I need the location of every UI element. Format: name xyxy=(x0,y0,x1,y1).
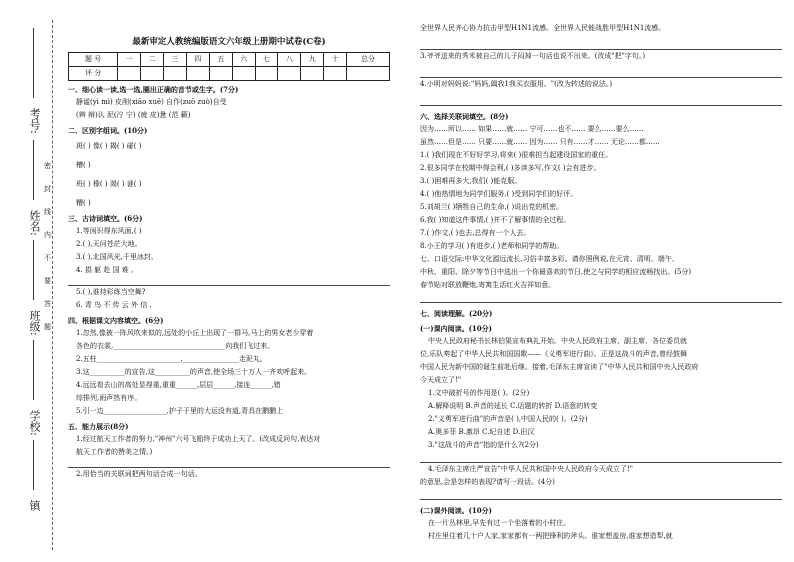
text-blank-line[interactable]: 2.五柱________________________,________________走泥丸。 xyxy=(76,355,267,363)
task-line: 全世界人民齐心协力抗击甲型H1N1流感。全世界人民能战胜甲型H1N1流感。 xyxy=(420,24,666,32)
oral-task-line: 中秋、重阳、除夕等节日中选出一个你最喜欢的节日,使之与同学的相应流畅找出。(5分) xyxy=(420,268,692,276)
char-choice-line[interactable]: (辨 辩)认 泥(泞 宁) (疲 皮)惫 (范 籁) xyxy=(76,111,191,119)
passage-line: 村庄里住着几十户人家,家家都有一两把锋利的斧头。谁家想盖房,谁家想造犁,就 xyxy=(428,532,673,540)
score-header-cell: 十 xyxy=(324,53,347,67)
class-label: 班级: xyxy=(28,310,41,336)
score-header-cell: 题 号 xyxy=(69,53,118,67)
binding-dashed-line xyxy=(52,20,53,550)
oral-example-line: 春节贴对联放鞭炮,寄寓生活红火吉祥如意。 xyxy=(420,281,556,289)
score-header-cell: 三 xyxy=(164,53,187,67)
reading-question[interactable]: 1.文中破折号的作用是( )。(2分) xyxy=(428,389,530,397)
section-1-heading: 一、细心读一读,选一选,圈出正确的音节或生字。(7分) xyxy=(68,85,239,94)
exam-title: 最新审定人教统编版语文六年级上册期中试卷(C卷) xyxy=(132,37,326,47)
answer-line[interactable] xyxy=(68,459,390,468)
cut-line-notice: 密 封 线 内 不 要 答 题 xyxy=(44,162,51,331)
text-line: 1.忽然,像被一阵风吹来似的,远处的小丘上出现了一群马,马上的男女老少穿着 xyxy=(76,329,314,337)
answer-line[interactable] xyxy=(420,91,782,106)
poem-blank-line[interactable]: 1.等闲识得东风面,( ) xyxy=(76,227,142,235)
reading-question[interactable]: 2."义勇军进行曲"的声音是( ),中国人民的( )。(2分) xyxy=(428,415,588,423)
poem-blank-line[interactable]: 5.( ),谁持彩练当空舞? xyxy=(76,288,146,296)
conjunction-question[interactable]: 8.小王的学习( )有进步,( )老师和同学的帮助。 xyxy=(420,242,564,250)
passage-line: 在一片丛林里,早先有过一个坐落着的小村庄。 xyxy=(428,519,571,527)
text-blank-line[interactable]: 4.远远看去山的高处显得重,重重______,层层______,接连______,错 xyxy=(76,381,281,389)
poem-blank-line[interactable]: 3.( ),北国风光,千里冰封。 xyxy=(76,253,158,261)
extra-reading-heading: (二)课外阅读。(10分) xyxy=(420,506,492,515)
section-6-heading: 六、选择关联词填空。(8分) xyxy=(420,112,509,121)
score-header-cell: 五 xyxy=(209,53,232,67)
score-header-cell: 八 xyxy=(278,53,301,67)
score-row-label: 评 分 xyxy=(69,67,118,81)
text-blank-line[interactable]: 5.引一边__________________,护子于里的大运没有道,青具在鹏鹏上 xyxy=(76,407,284,415)
pinyin-choice-line[interactable]: 静谧(yì mì) 皮削(xiāo xuē) 自作(zuō zuò)自受 xyxy=(76,98,227,106)
answer-line[interactable] xyxy=(68,277,390,286)
conjunction-question[interactable]: 6.我( )知道这件事情,( )并不了解事情的全过程。 xyxy=(420,216,571,224)
reading-question: 4.毛泽东主席庄严宣告"中华人民共和国中央人民政府今天成立了!" xyxy=(428,465,633,473)
answer-line[interactable] xyxy=(420,452,782,463)
reading-question: 的意思,会是怎样的表现?请写一段话。(4分) xyxy=(420,478,555,486)
town-write-line[interactable] xyxy=(33,440,34,490)
word-group-row[interactable]: 槽( ) xyxy=(76,161,91,169)
score-cell[interactable] xyxy=(232,67,255,81)
answer-line[interactable] xyxy=(420,292,782,303)
poem-blank-line[interactable]: 6. 青 鸟 不 传 云 外 信 , xyxy=(76,301,152,309)
score-header-cell: 七 xyxy=(255,53,278,67)
reading-options[interactable]: A.解释说明 B.声音的延长 C.话题的转折 D.语意的转变 xyxy=(428,402,598,410)
section-3-heading: 三、古诗词填空。(6分) xyxy=(68,214,143,223)
score-header-cell: 六 xyxy=(232,53,255,67)
exam-no-label: 考号: xyxy=(28,108,41,134)
score-header-cell: 二 xyxy=(141,53,164,67)
task-line: 4.小明对妈妈说:"妈妈,阖我1我买衣服用。"(改为转述的说法。) xyxy=(420,80,613,88)
word-group-row[interactable]: 糟( ) xyxy=(76,199,91,207)
section-4-heading: 四、根据课文内容填空。(6分) xyxy=(68,316,164,325)
exam-no-write-line[interactable] xyxy=(33,28,34,98)
answer-line[interactable] xyxy=(420,63,782,78)
score-header-cell: 一 xyxy=(118,53,141,67)
task-line: 3.爷爷送来的秀米被自己的儿子闷掉一句话也说不出来。(改成"把"字句。) xyxy=(420,52,646,60)
word-group-row[interactable]: 斑( ) 像( ) 揭( ) 碰( ) xyxy=(76,142,142,150)
in-class-reading-heading: (一)课内阅读。(10分) xyxy=(420,324,492,333)
town-label: 镇 xyxy=(28,500,41,511)
score-cell[interactable] xyxy=(118,67,141,81)
text-line: 综排列,雨声热有序。 xyxy=(76,394,142,402)
score-cell[interactable] xyxy=(209,67,232,81)
score-cell[interactable] xyxy=(141,67,164,81)
text-blank-line[interactable]: 3.这__________的宣告,这__________的声音,使全场三十万人一齐欢呼起来。 xyxy=(76,368,312,376)
answer-line[interactable] xyxy=(420,489,782,500)
task-line: 1.经过航天工作者的努力,"神州"六号飞船终于成功上天了。(改成反问句,表达对 xyxy=(76,435,321,443)
score-header-cell: 九 xyxy=(301,53,324,67)
conjunction-question[interactable]: 3.( )困难再多大,我们( )能克服。 xyxy=(420,177,522,185)
left-column xyxy=(68,36,390,481)
oral-task-line: 七、口语交际:中华文化源远流长,习俗丰富多彩。请你照例说,在元宵、清明、端午、 xyxy=(420,255,679,263)
school-label: 学校: xyxy=(28,410,41,436)
score-cell[interactable] xyxy=(347,67,390,81)
section-5-heading: 五、能力展示(8分) xyxy=(68,422,129,431)
passage-line: 今天成立了!" xyxy=(420,376,462,384)
name-write-line[interactable] xyxy=(33,140,34,200)
conjunction-options: 因为……所以…… 如果……就…… 宁可……也不…… 要么……要么…… xyxy=(420,125,644,133)
poem-blank-line[interactable]: 2.( ),天问苍茫大地。 xyxy=(76,240,142,248)
conjunction-question[interactable]: 1.( )我们现在不好好学习,将来( )很难担当起建设国家的重任。 xyxy=(420,151,613,159)
passage-line: 中央人民政府秘书长林伯渠宣布典礼开始。中央人民政府主席、副主席、各位委员就 xyxy=(428,337,687,345)
conjunction-question[interactable]: 4.( )他热情地为同学们服务,( )受到同学们的好评。 xyxy=(420,190,578,198)
score-cell[interactable] xyxy=(278,67,301,81)
task-line: 2.用恰当的关联词把两句话合成一句话。 xyxy=(76,470,202,478)
score-header-cell: 总分 xyxy=(347,53,390,67)
score-cell[interactable] xyxy=(301,67,324,81)
reading-question: 3."这战斗的声音"指的是什么?(2分) xyxy=(428,441,539,449)
text-blank-line[interactable]: 各色的衣裳,________________________________向我们飞过来。 xyxy=(76,342,275,350)
passage-line: 中国人民为新中国的诞生前赴后继。接着,毛泽东主席宣读了"中华人民共和国中央人民政府 xyxy=(420,363,699,371)
answer-line[interactable] xyxy=(420,35,782,50)
score-cell[interactable] xyxy=(255,67,278,81)
class-write-line[interactable] xyxy=(33,240,34,300)
score-header-cell: 四 xyxy=(186,53,209,67)
score-cell[interactable] xyxy=(324,67,347,81)
conjunction-question[interactable]: 2.很多同学在校期中得会利,( )多读多写,作文( )会有进步。 xyxy=(420,164,601,172)
conjunction-options: 虽然……但是…… 只要……就…… 因为…… 只有……才…… 无论……都…… xyxy=(420,138,660,146)
score-value-row xyxy=(69,67,390,81)
conjunction-question[interactable]: 5.刘胡兰( )牺牲自己的生命,( )说出党的机密。 xyxy=(420,203,564,211)
word-group-row[interactable]: 班( ) 橡( ) 渴( ) 谜( ) xyxy=(76,180,142,188)
name-label: 姓名: xyxy=(28,210,41,236)
binding-margin xyxy=(0,0,62,562)
passage-line: 位,乐队奏起了中华人民共和国国歌——《义勇军进行曲》。正是这战斗的声音,曾经鼓舞 xyxy=(420,350,687,358)
score-cell[interactable] xyxy=(186,67,209,81)
school-write-line[interactable] xyxy=(33,340,34,400)
score-cell[interactable] xyxy=(164,67,187,81)
section-7-heading: 七、阅读理解。(20分) xyxy=(420,309,493,318)
reading-options[interactable]: A.奥多菲 B.激昂 C.纪自述 D.田汉 xyxy=(428,428,535,436)
poem-blank-line[interactable]: 4. 捐 躯 赴 国 难 , xyxy=(76,266,134,274)
score-table xyxy=(68,52,390,81)
section-2-heading: 二、区别字组词。(10分) xyxy=(68,126,148,135)
task-line: 航天工作者的赞美之情。) xyxy=(76,448,153,456)
conjunction-question[interactable]: 7.( )作文,( )也去,总得有一个人去。 xyxy=(420,229,531,237)
right-column xyxy=(420,22,782,543)
score-header-row xyxy=(69,53,390,67)
